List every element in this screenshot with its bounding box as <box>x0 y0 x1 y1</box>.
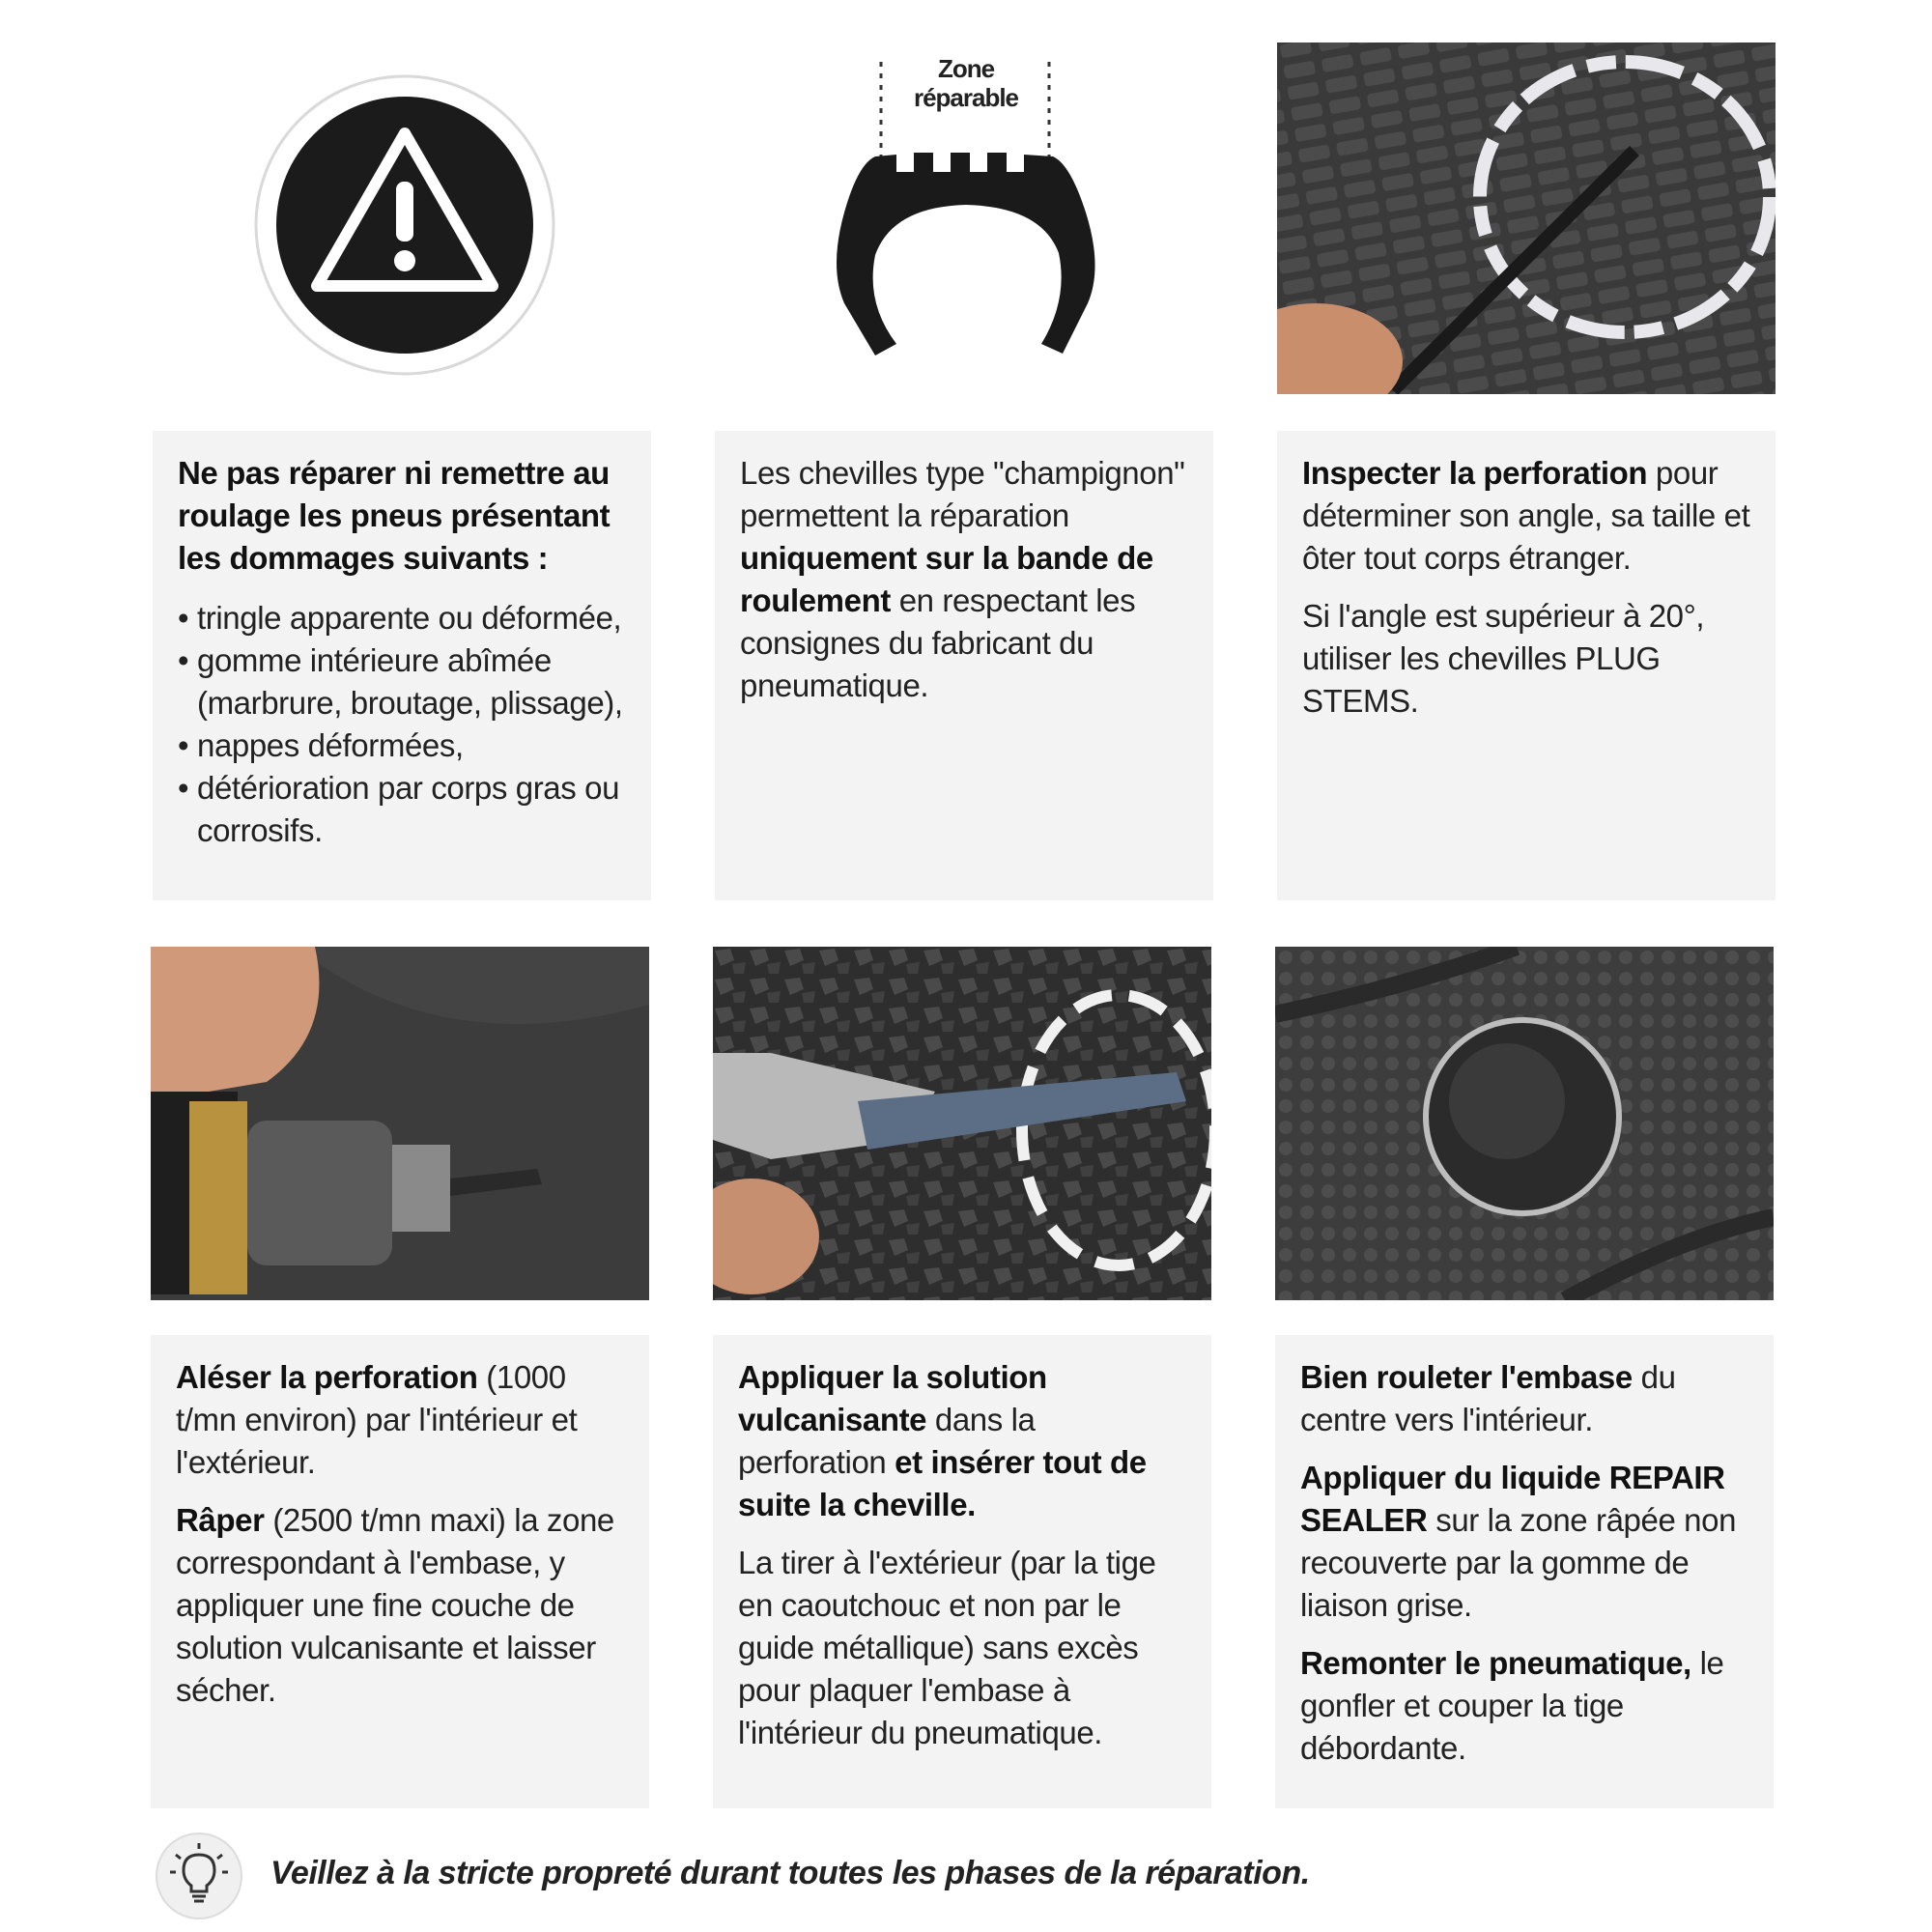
cleanliness-notice: Veillez à la stricte propreté durant toutes les phases de la réparation. <box>270 1855 1310 1891</box>
remount-text: Remonter le pneumatique, le gonfler et couper la tige débordante. <box>1300 1645 1724 1766</box>
list-item: • détérioration par corps gras ou corrosifs. <box>178 767 630 852</box>
angle-text: Si l'angle est supérieur à 20°, utiliser les chevilles PLUG STEMS. <box>1302 598 1705 719</box>
rasp-text: Râper (2500 t/mn maxi) la zone correspondant à l'embase, y appliquer une fine couche de solution vulcanisante et laisser sécher. <box>176 1502 614 1708</box>
photo-drill-perforation <box>151 947 649 1300</box>
apply-solution-text: Appliquer la solution vulcanisante dans la perforation et insérer tout de suite la cheville. <box>738 1359 1147 1522</box>
photo-insert-plug <box>713 947 1211 1300</box>
ream-text: Aléser la perforation (1000 t/mn environ) par l'intérieur et l'extérieur. <box>176 1359 578 1480</box>
list-item: • tringle apparente ou déformée, <box>178 597 630 639</box>
damage-list <box>178 597 630 852</box>
list-item: • gomme intérieure abîmée (marbrure, broutage, plissage), <box>178 639 630 724</box>
pull-text: La tirer à l'extérieur (par la tige en caoutchouc et non par le guide métallique) sans excès pour plaquer l'embase à l'intérieur du pneumatique. <box>738 1545 1156 1750</box>
sealer-text: Appliquer du liquide REPAIR SEALER sur la zone râpée non recouverte par la gomme de liaison grise. <box>1300 1460 1737 1623</box>
photo-inspect-perforation <box>1277 43 1776 394</box>
panel-damage-warning <box>153 431 651 900</box>
damage-intro: Ne pas réparer ni remettre au roulage les pneus présentant les dommages suivants : <box>178 455 611 576</box>
inspect-text: Inspecter la perforation pour déterminer son angle, sa taille et ôter tout corps étranger. <box>1302 455 1750 576</box>
photo-patch-base <box>1275 947 1774 1300</box>
panel-plug-type <box>715 431 1213 900</box>
plug-type-text: Les chevilles type "champignon" permettent la réparation uniquement sur la bande de roulement en respectant les consignes du fabricant du pneumatique. <box>740 455 1185 703</box>
roll-text: Bien rouleter l'embase du centre vers l'intérieur. <box>1300 1359 1676 1437</box>
panel-roll-base <box>1275 1335 1774 1808</box>
list-item: • nappes déformées, <box>178 724 630 767</box>
warning-icon <box>253 73 556 377</box>
tire-icon <box>837 153 1095 355</box>
panel-apply-solution <box>713 1335 1211 1808</box>
lightbulb-icon <box>155 1832 243 1920</box>
zone-label: Zone réparable <box>913 54 1019 112</box>
panel-inspect <box>1277 431 1776 900</box>
panel-ream <box>151 1335 649 1808</box>
